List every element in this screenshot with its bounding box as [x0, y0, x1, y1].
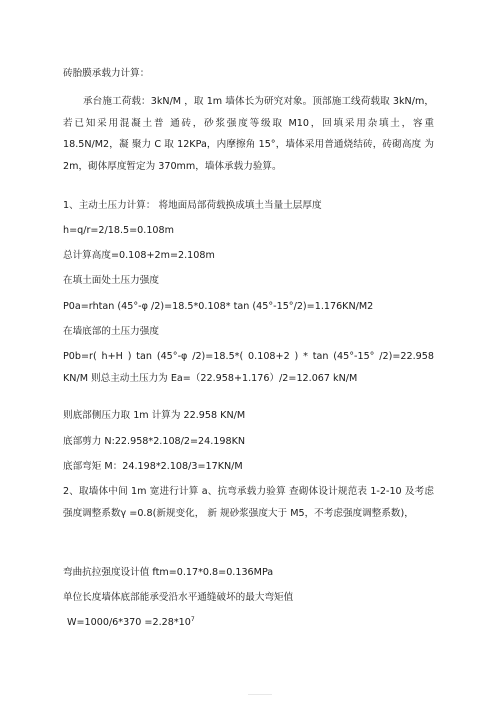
equivalent-height-formula: h=q/r=2/18.5=0.108m	[63, 225, 174, 236]
shear-force-line: 底部剪力 N:22.958*2.108/2=24.198KN	[63, 436, 246, 447]
max-moment-label: 单位长度墙体底部能承受沿水平通缝破坏的最大弯矩值	[63, 592, 294, 603]
flexural-strength-line: 弯曲抗拉强度设计值 ftm=0.17*0.8=0.136MPa	[63, 567, 274, 578]
doc-title: 砖胎膜承载力计算：	[63, 68, 150, 79]
bottom-pressure-label: 在墙底部的土压力强度	[63, 326, 159, 337]
section-modulus-base: W=1000/6*370 =2.28*10	[67, 617, 191, 628]
section-modulus-exponent: 7	[190, 615, 195, 623]
top-pressure-label: 在填土面处土压力强度	[63, 275, 159, 286]
page-footer-mark	[248, 694, 272, 695]
intro-paragraph: 承台施工荷载：3kN/M ，取 1m 墙体长为研究对象。顶部施工线荷载取 3kN/m，若已知采用混凝土普 通砖，砂浆强度等级取 M10，回填采用杂填土，容重 18.5N/M2，凝 聚力 C 取 12KPa，内摩擦角 15°，墙体采用普通烧结砖，砖砌高度 为 2m，砌体厚度暂定为 370mm，墙体承载力验算。	[63, 96, 434, 172]
section-modulus-formula	[67, 617, 195, 629]
total-height-formula: 总计算高度=0.108+2m=2.108m	[63, 250, 215, 261]
section-1-heading: 1、主动土压力计算： 将地面局部荷载换成填土当量土层厚度	[63, 200, 322, 211]
bottom-pressure-paragraph: P0b=r( h+H ) tan (45°-φ /2)=18.5*( 0.108+2 ) * tan (45°-15° /2)=22.958 KN/M 则总主动土压力为 Ea=（22.958+1.176）/2=12.067 kN/M	[63, 351, 434, 384]
section-2-paragraph: 2、取墙体中间 1m 宽进行计算 a、抗弯承载力验算 查砌体设计规范表 1-2-10 及考虑强度调整系数γ =0.8(新规变化， 新 规砂浆强度大于 M5，不考虑强度调整系数)，	[63, 486, 434, 519]
top-pressure-formula: P0a=rhtan (45°-φ /2)=18.5*0.108* tan (45°-15°/2)=1.176KN/M2	[63, 301, 374, 312]
bending-moment-line: 底部弯矩 M：24.198*2.108/3=17KN/M	[63, 461, 243, 472]
lateral-pressure-line: 则底部侧压力取 1m 计算为 22.958 KN/M	[63, 410, 246, 421]
